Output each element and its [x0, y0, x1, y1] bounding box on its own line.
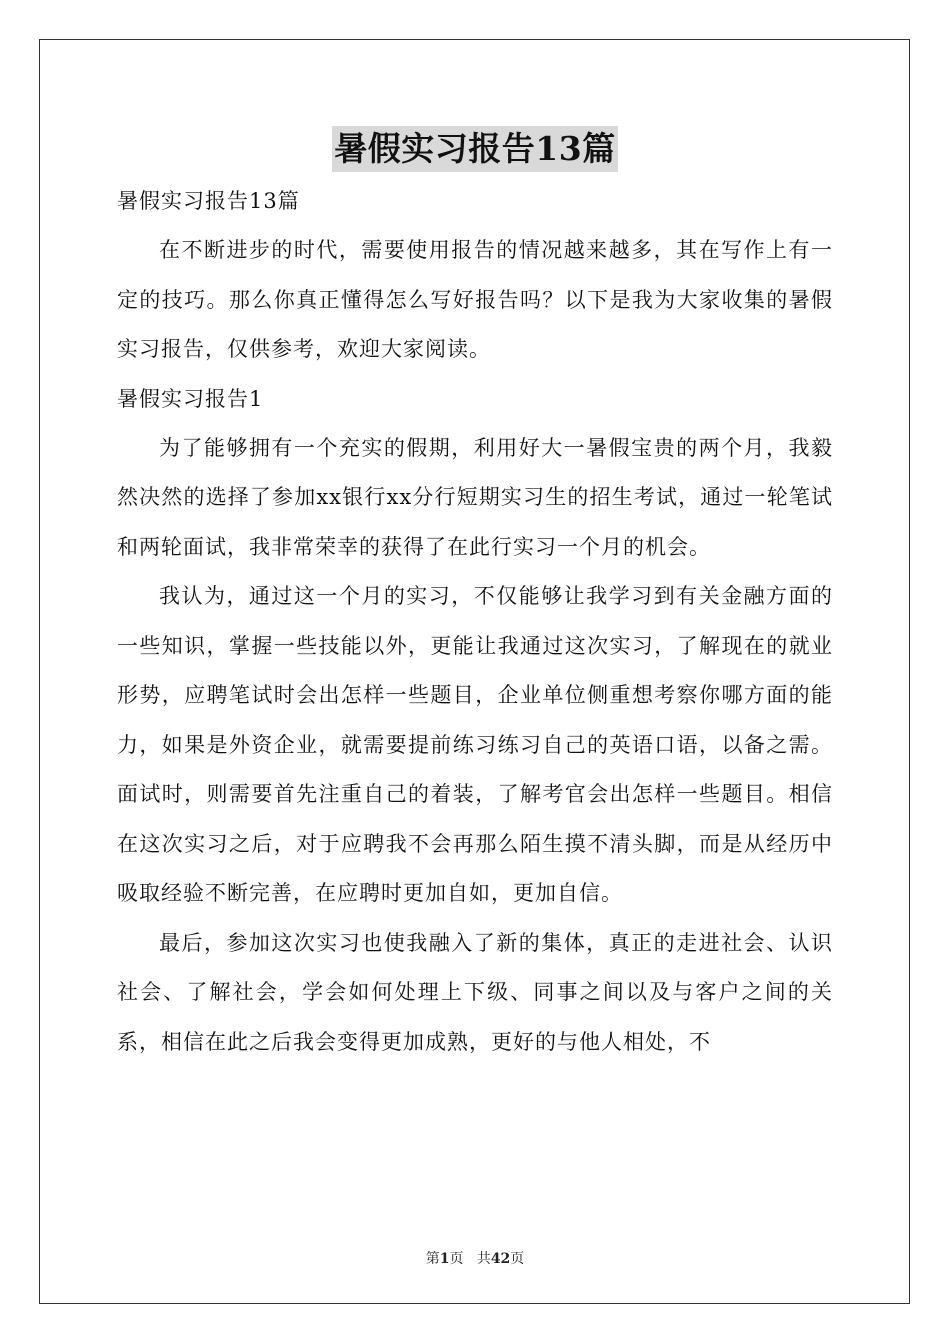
document-subtitle: 暑假实习报告13篇 — [117, 189, 300, 213]
section-heading: 暑假实习报告1 — [117, 386, 264, 411]
body-paragraph: 为了能够拥有一个充实的假期，利用好大一暑假宝贵的两个月，我毅然决然的选择了参加xx银行xx分行短期实习生的招生考试，通过一轮笔试和两轮面试，我非常荣幸的获得了在此行实习一个月的机会。 — [117, 435, 833, 559]
intro-paragraph: 在不断进步的时代，需要使用报告的情况越来越多，其在写作上有一定的技巧。那么你真正懂得怎么写好报告吗？以下是我为大家收集的暑假实习报告，仅供参考，欢迎大家阅读。 — [117, 238, 833, 361]
total-prefix: 共 — [476, 1251, 491, 1267]
page-prefix: 第 — [425, 1251, 440, 1267]
page-suffix: 页 — [449, 1251, 464, 1267]
page-footer — [0, 1248, 950, 1268]
document-body — [117, 177, 833, 1067]
document-title: 暑假实习报告13篇 — [332, 126, 617, 172]
body-paragraph: 最后，参加这次实习也使我融入了新的集体，真正的走进社会、认识社会、了解社会，学会如何处理上下级、同事之间以及与客户之间的关系，相信在此之后我会变得更加成熟，更好的与他人相处，不 — [117, 930, 833, 1054]
title-container — [0, 126, 950, 172]
body-paragraph: 我认为，通过这一个月的实习，不仅能够让我学习到有关金融方面的一些知识，掌握一些技能以外，更能让我通过这次实习，了解现在的就业形势，应聘笔试时会出怎样一些题目，企业单位侧重想考察你哪方面的能力，如果是外资企业，就需要提前练习练习自己的英语口语，以备之需。面试时，则需要首先注重自己的着装，了解考官会出怎样一些题目。相信在这次实习之后，对于应聘我不会再那么陌生摸不清头脚，而是从经历中吸取经验不断完善，在应聘时更加自如，更加自信。 — [117, 584, 833, 905]
page-number: 1 — [439, 1251, 450, 1267]
total-pages: 42 — [490, 1251, 511, 1267]
total-suffix: 页 — [510, 1251, 525, 1267]
